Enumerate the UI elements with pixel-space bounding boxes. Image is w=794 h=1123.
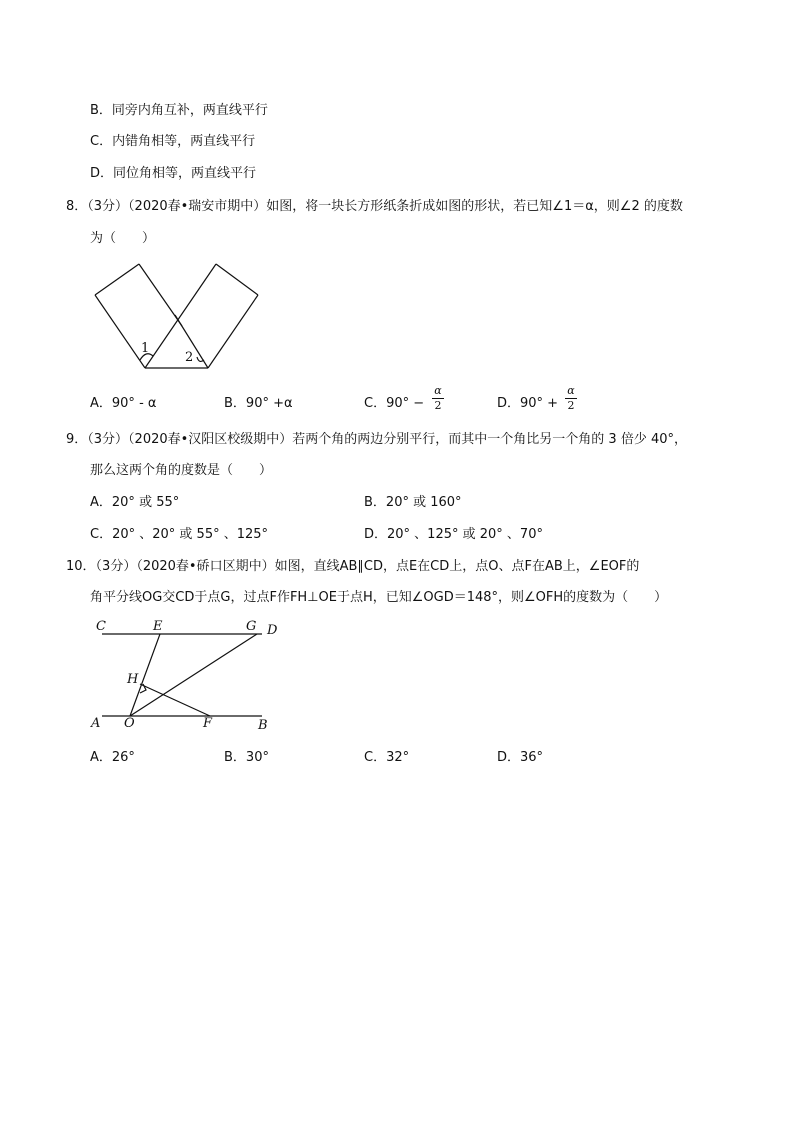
q8-option-c: C．90° − [364,396,425,411]
q10-label-G: G [246,619,257,634]
q9-stem-line1: 9．（3分）（2020春•汉阳区校级期中）若两个角的两边分别平行，而其中一个角比另一个角的 3 倍少 40°， [66,432,688,447]
q8-angle1-label: 1 [141,341,150,356]
fraction-numerator: α [567,384,575,397]
q10-label-B: B [258,718,268,733]
q10-label-E: E [153,619,163,634]
q7-option-b: B．同旁内角互补，两直线平行 [90,103,268,118]
q8-angle2-label: 2 [185,350,194,365]
q8-option-b: B．90° +α [224,396,293,411]
q9-option-d: D．20° 、125° 或 20° 、70° [364,527,543,542]
q9-option-a: A．20° 或 55° [90,495,180,510]
q10-label-C: C [96,619,106,634]
q10-label-D: D [267,623,278,638]
q10-label-O: O [124,716,135,731]
fraction-denominator: 2 [434,399,442,412]
q10-label-A: A [91,716,101,731]
q10-option-d: D．36° [497,750,544,765]
fraction-denominator: 2 [567,399,575,412]
q8-stem-line1: 8．（3分）（2020春•瑞安市期中）如图，将一块长方形纸条折成如图的形状，若已知∠1＝α，则∠2 的度数 [66,199,683,214]
q10-option-c: C．32° [364,750,410,765]
q9-option-b: B．20° 或 160° [364,495,462,510]
q10-label-H: H [127,672,139,687]
q9-stem-line2: 那么这两个角的度数是（ ） [90,463,273,478]
q10-option-a: A．26° [90,750,135,765]
q10-label-F: F [203,716,213,731]
q8-option-a: A．90° - α [90,396,157,411]
q7-option-c: C．内错角相等，两直线平行 [90,134,256,149]
q10-stem-line1: 10．（3分）（2020春•硚口区期中）如图，直线AB∥CD，点E在CD上，点O、点F在AB上，∠EOF的 [66,559,640,574]
q9-option-c: C．20° 、20° 或 55° 、125° [90,527,269,542]
q10-stem-line2: 角平分线OG交CD于点G，过点F作FH⊥OE于点H，已知∠OGD＝148°，则∠OFH的度数为（ ） [90,590,668,605]
fraction-numerator: α [434,384,442,397]
q10-option-b: B．30° [224,750,269,765]
q8-option-d: D．90° + [497,396,559,411]
q8-stem-line2: 为（ ） [90,231,156,246]
q7-option-d: D．同位角相等，两直线平行 [90,166,257,181]
